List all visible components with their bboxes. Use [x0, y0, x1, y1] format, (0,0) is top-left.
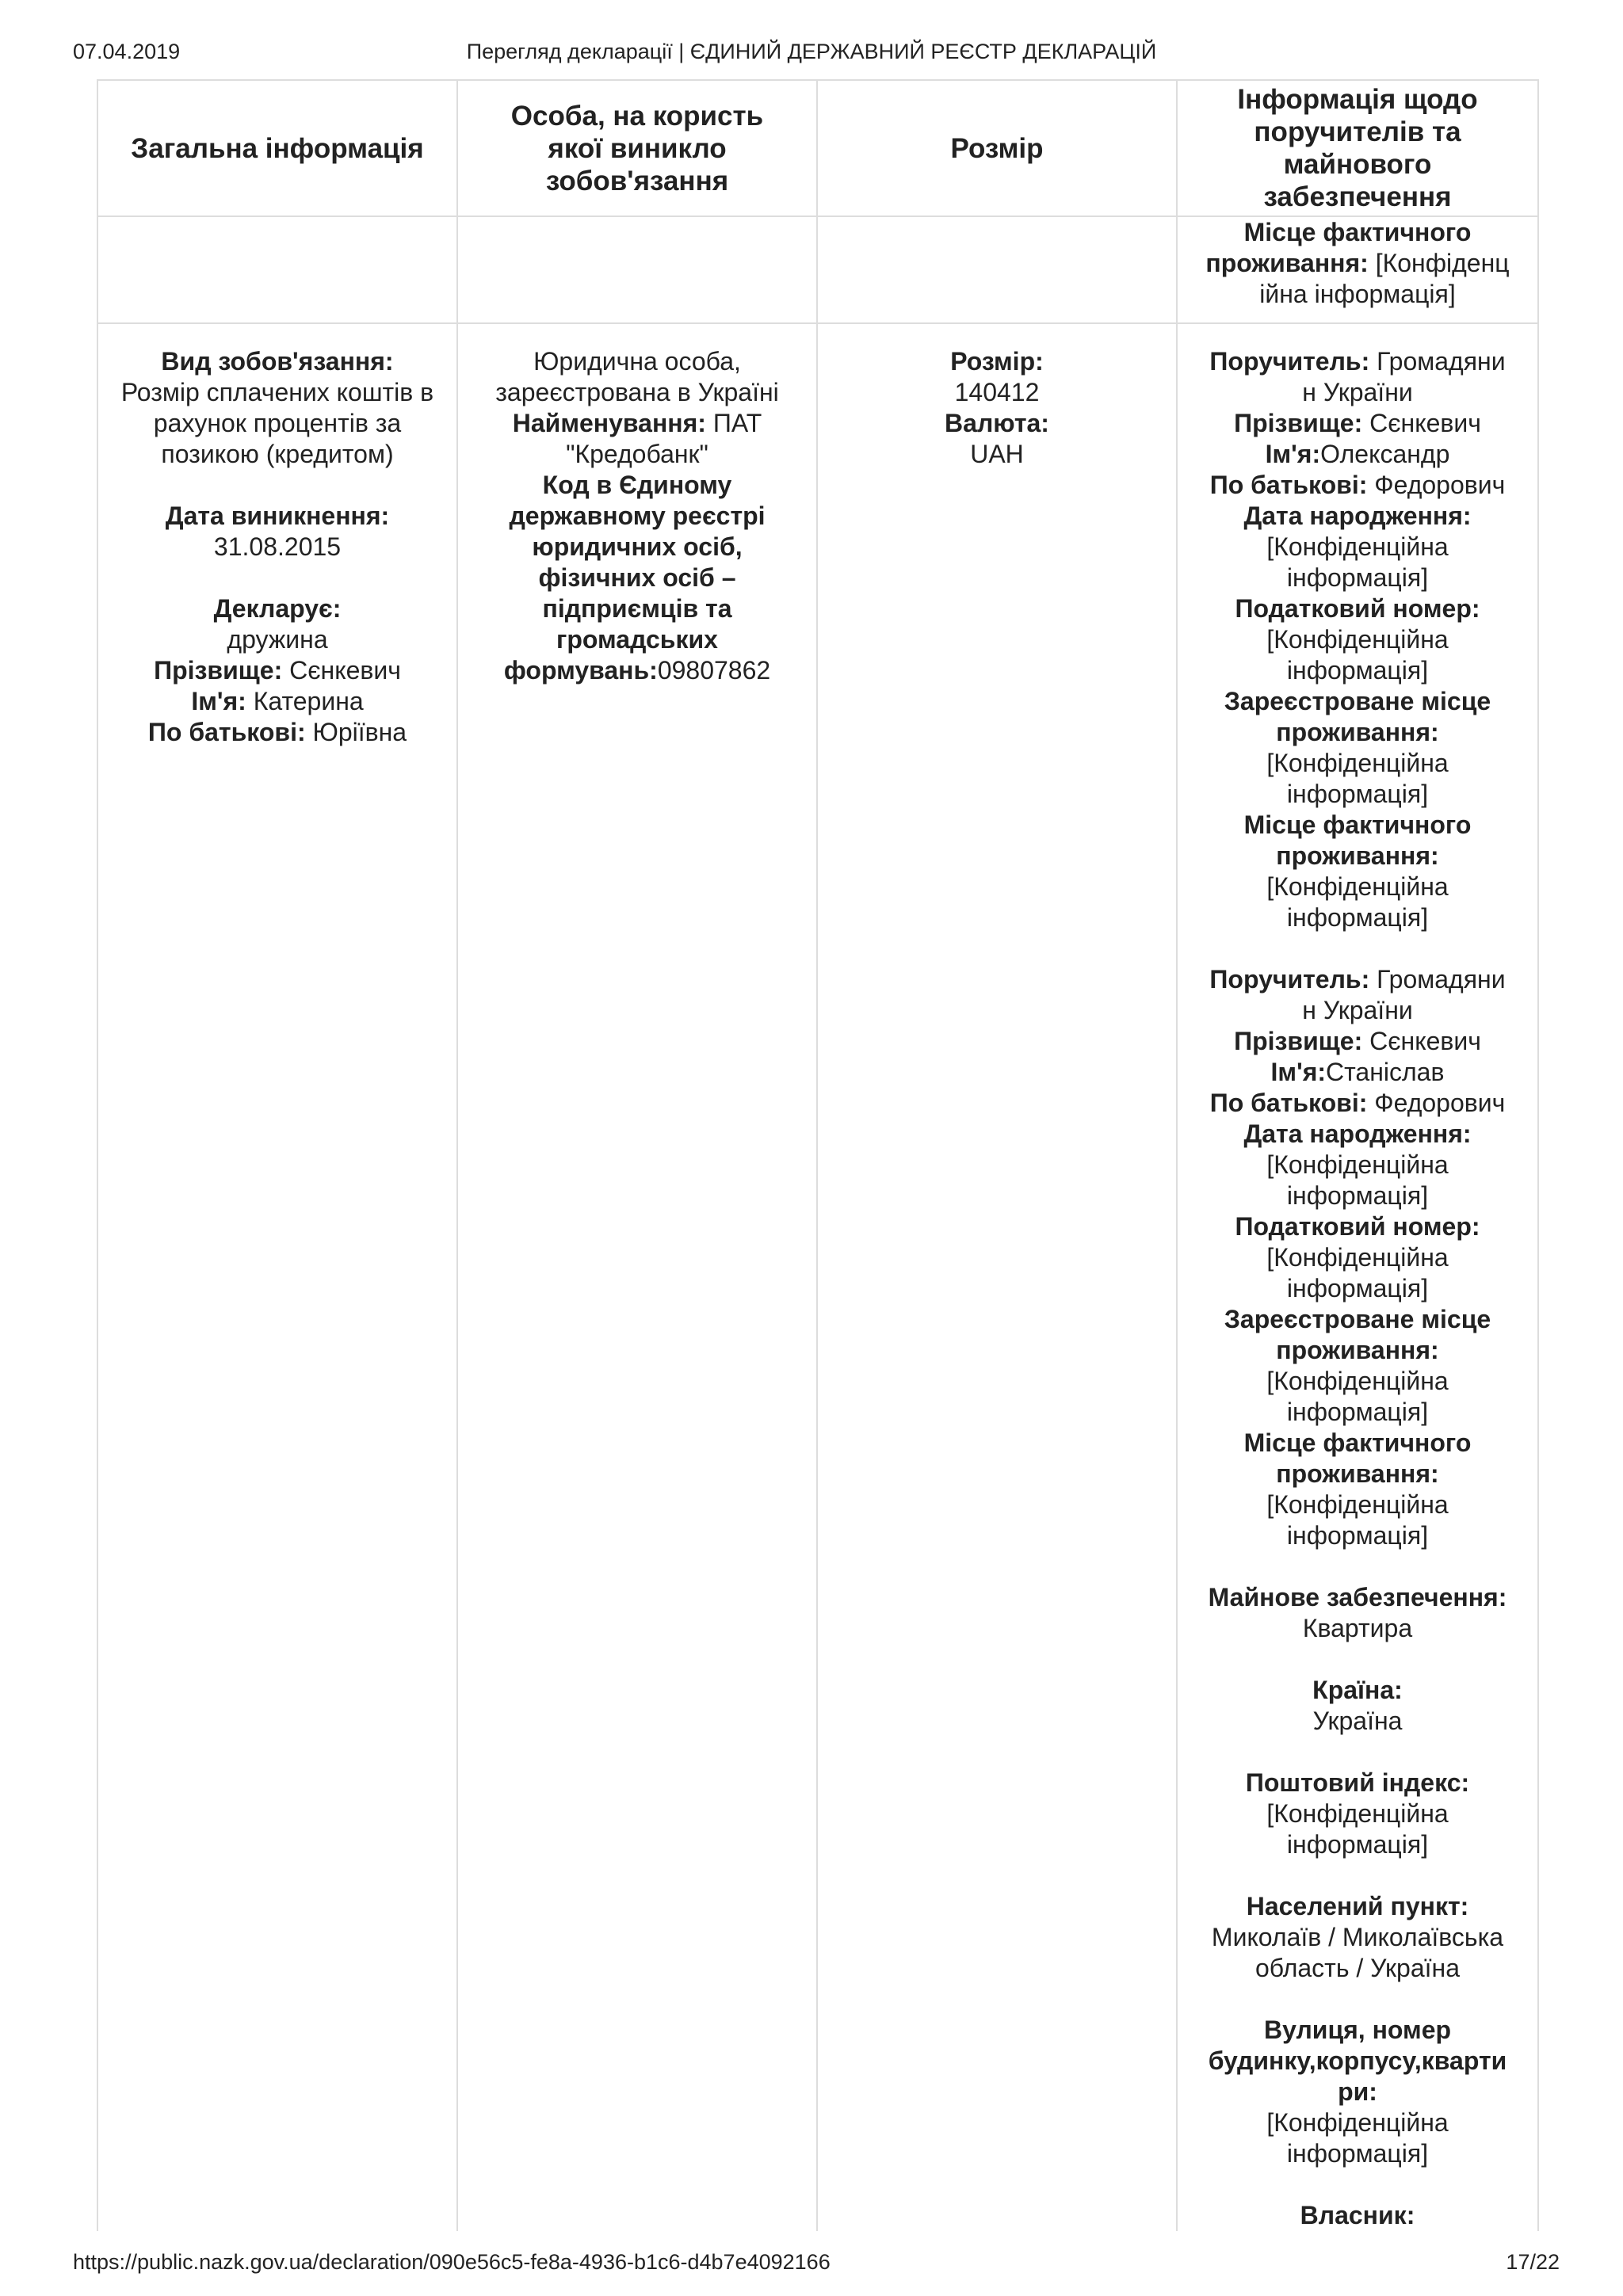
guarantor-block	[1200, 346, 1515, 933]
header-guarantors: Інформація щодо поручителів та майнового забезпечення	[1177, 80, 1538, 216]
actual-address-label: Місце фактичного проживання:	[1243, 1428, 1472, 1488]
creditor-type: Юридична особа, зареєстрована в Україні	[495, 347, 779, 406]
cell-general-info	[97, 323, 457, 2231]
patronymic-value: Федорович	[1374, 471, 1506, 499]
registered-address-label: Зареєстроване місце проживання:	[1224, 1305, 1491, 1364]
surname-value: Сєнкевич	[289, 656, 401, 685]
cell-empty	[457, 216, 817, 323]
guarantor-value: Громадяни н України	[1302, 965, 1506, 1024]
country-value: Україна	[1312, 1707, 1403, 1735]
liabilities-table	[97, 79, 1539, 2231]
date-label: Дата виникнення:	[165, 502, 390, 530]
property-value: Квартира	[1302, 1614, 1413, 1642]
print-url: https://public.nazk.gov.ua/declaration/090e56c5-fe8a-4936-b1c6-d4b7e4092166	[73, 2250, 831, 2274]
name-label: Ім'я:	[1265, 440, 1321, 468]
surname-value: Сєнкевич	[1369, 409, 1481, 437]
field-label: Місце фактичного проживання:	[1205, 218, 1472, 277]
birth-date-value: [Конфіденційна інформація]	[1266, 1150, 1449, 1210]
patronymic-label: По батькові:	[1209, 1089, 1368, 1117]
birth-date-value: [Конфіденційна інформація]	[1266, 532, 1449, 592]
date-value: 31.08.2015	[213, 532, 342, 561]
print-page-title: Перегляд декларації | ЄДИНИЙ ДЕРЖАВНИЙ РЕЄСТР ДЕКЛАРАЦІЙ	[466, 40, 1157, 63]
guarantor-value: Громадяни н України	[1302, 347, 1506, 406]
table-header-row	[97, 80, 1538, 216]
table-row	[97, 323, 1538, 2231]
name-value: Катерина	[253, 687, 364, 715]
currency-value: UAH	[970, 440, 1024, 468]
liability-type-value: Розмір сплачених коштів в рахунок процентів за позикою (кредитом)	[120, 378, 434, 468]
guarantor-block	[1200, 964, 1515, 1551]
amount-value: 140412	[954, 378, 1040, 406]
surname-label: Прізвище:	[154, 656, 283, 685]
postal-code-label: Поштовий індекс:	[1245, 1768, 1470, 1797]
owner-label: Власник:	[1300, 2201, 1415, 2229]
tax-number-label: Податковий номер:	[1235, 594, 1480, 623]
actual-address-label: Місце фактичного проживання:	[1243, 810, 1472, 870]
name-value: Олександр	[1320, 440, 1450, 468]
patronymic-value: Федорович	[1374, 1089, 1506, 1117]
tax-number-label: Податковий номер:	[1235, 1212, 1480, 1241]
declarant-value: дружина	[227, 625, 328, 654]
patronymic-label: По батькові:	[147, 718, 306, 746]
property-block	[1200, 1582, 1515, 2231]
declarant-label: Декларує:	[213, 594, 342, 623]
patronymic-label: По батькові:	[1209, 471, 1368, 499]
cell-continuation	[1177, 216, 1538, 323]
field-value: [Конфіденц ійна інформація]	[1259, 249, 1510, 308]
actual-address-value: [Конфіденційна інформація]	[1266, 1490, 1449, 1550]
surname-label: Прізвище:	[1234, 409, 1363, 437]
name-value: Станіслав	[1326, 1058, 1445, 1086]
table-row-continuation	[97, 216, 1538, 323]
creditor-code-value: 09807862	[657, 656, 771, 685]
amount-label: Розмір:	[950, 347, 1044, 376]
registered-address-label: Зареєстроване місце проживання:	[1224, 687, 1491, 746]
tax-number-value: [Конфіденційна інформація]	[1266, 625, 1449, 685]
registered-address-value: [Конфіденційна інформація]	[1266, 749, 1449, 808]
name-label: Ім'я:	[1270, 1058, 1327, 1086]
page-number: 17/22	[1506, 2250, 1560, 2274]
cell-guarantors	[1177, 323, 1538, 2231]
name-label: Ім'я:	[191, 687, 246, 715]
creditor-code-label: Код в Єдиному державному реєстрі юридичних осіб, фізичних осіб – підприємців та громадських формувань:	[503, 471, 766, 685]
country-label: Країна:	[1312, 1676, 1403, 1704]
header-size: Розмір	[817, 80, 1177, 216]
birth-date-label: Дата народження:	[1243, 1119, 1472, 1148]
postal-code-value: [Конфіденційна інформація]	[1266, 1799, 1449, 1859]
registered-address-value: [Конфіденційна інформація]	[1266, 1367, 1449, 1426]
creditor-name-value: ПАТ "Кредобанк"	[566, 409, 762, 468]
guarantor-label: Поручитель:	[1209, 965, 1370, 994]
print-date: 07.04.2019	[73, 40, 181, 63]
patronymic-value: Юріївна	[312, 718, 407, 746]
cell-size	[817, 323, 1177, 2231]
guarantor-label: Поручитель:	[1209, 347, 1370, 376]
tax-number-value: [Конфіденційна інформація]	[1266, 1243, 1449, 1302]
cell-empty	[97, 216, 457, 323]
locality-label: Населений пункт:	[1246, 1892, 1469, 1920]
locality-value: Миколаїв / Миколаївська область / Україна	[1211, 1923, 1504, 1982]
header-general-info: Загальна інформація	[97, 80, 457, 216]
street-value: [Конфіденційна інформація]	[1266, 2108, 1449, 2168]
birth-date-label: Дата народження:	[1243, 502, 1472, 530]
header-creditor: Особа, на користь якої виникло зобов'язання	[457, 80, 817, 216]
surname-value: Сєнкевич	[1369, 1027, 1481, 1055]
surname-label: Прізвище:	[1234, 1027, 1363, 1055]
cell-empty	[817, 216, 1177, 323]
creditor-name-label: Найменування:	[512, 409, 706, 437]
actual-address-value: [Конфіденційна інформація]	[1266, 872, 1449, 932]
currency-label: Валюта:	[945, 409, 1049, 437]
cell-creditor	[457, 323, 817, 2231]
liability-type-label: Вид зобов'язання:	[161, 347, 394, 376]
property-label: Майнове забезпечення:	[1208, 1583, 1507, 1611]
street-label: Вулиця, номер будинку,корпусу,кварти ри:	[1208, 2016, 1507, 2106]
